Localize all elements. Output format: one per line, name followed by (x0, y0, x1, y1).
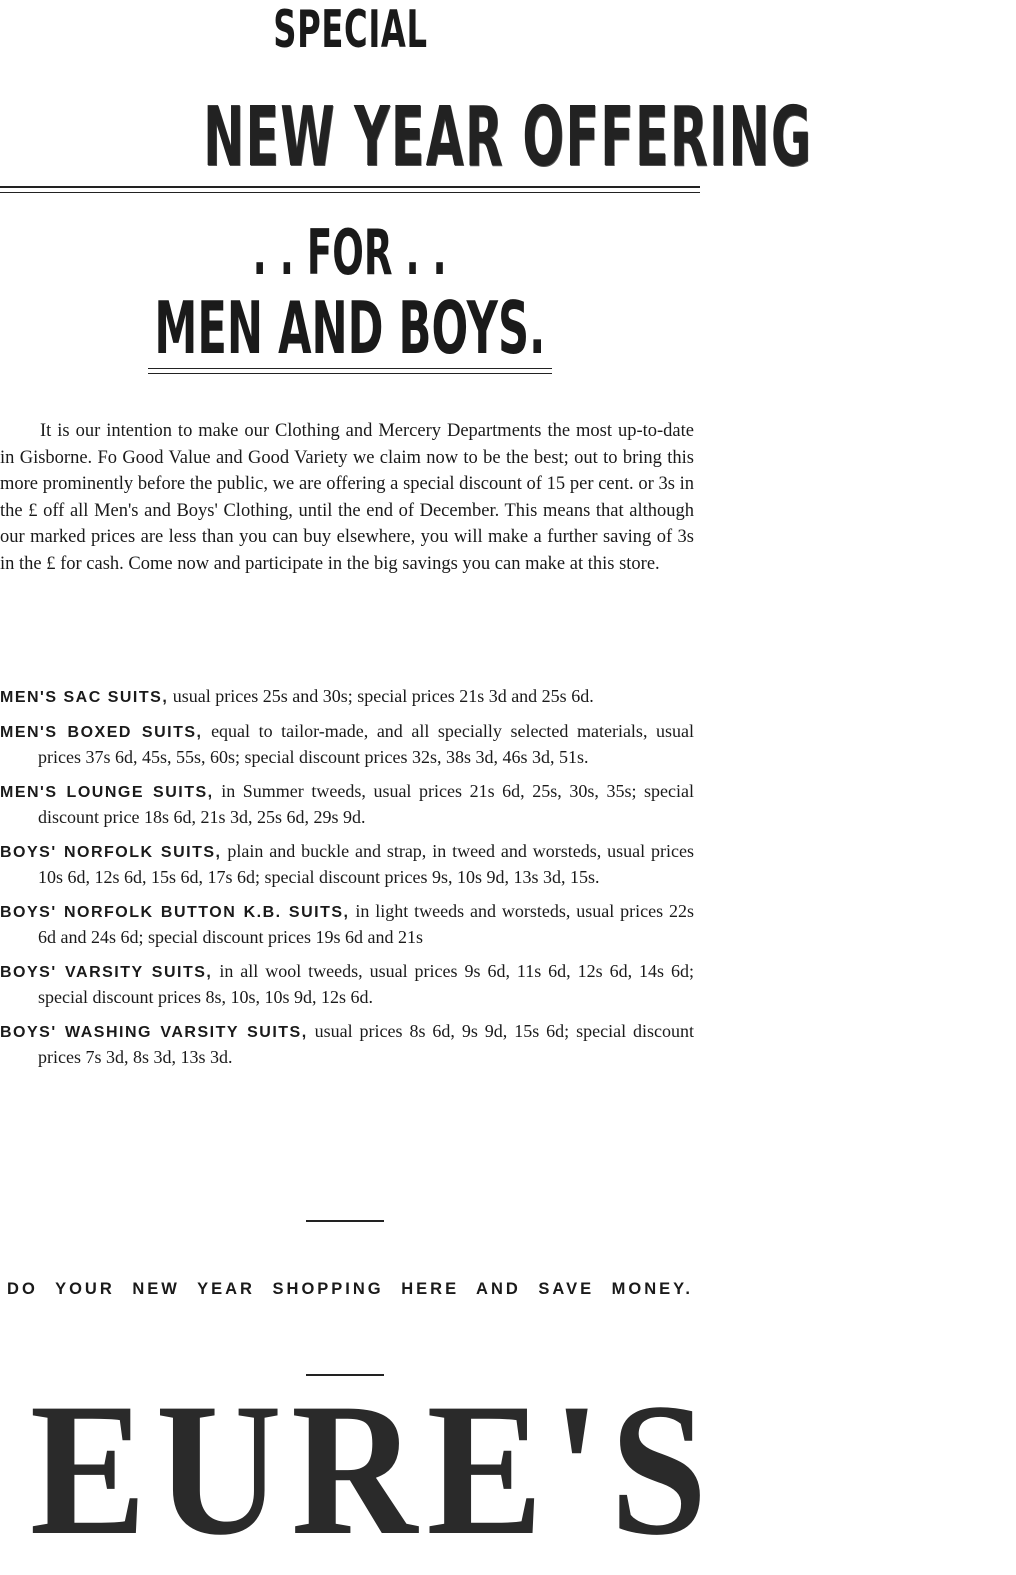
list-item (0, 899, 694, 951)
item-text: in Summer tweeds, usual prices 21s 6d, 25s, 30s, 35s; special discount price 18s 6d, 21s 3d, 25s 6d, 29s 9d. (38, 780, 695, 827)
headline-men-and-boys: MEN AND BOYS. (154, 286, 546, 370)
list-item (0, 684, 694, 711)
list-item (0, 719, 694, 771)
item-text: plain and buckle and strap, in tweed and worsteds, usual prices 10s 6d, 12s 6d, 15s 6d, 17s 6d; special discount prices 9s, 10s 9d, 13s 3d, 15s. (38, 840, 695, 887)
divider-rule-top (0, 186, 700, 188)
item-text: equal to tailor-made, and all specially selected materials, usual prices 37s 6d, 45s, 55s, 60s; special discount prices 32s, 38s 3d, 46s 3d, 51s. (38, 720, 694, 767)
item-text: in all wool tweeds, usual prices 9s 6d, 11s 6d, 12s 6d, 14s 6d; special discount prices 8s, 10s, 10s 9d, 12s 6d. (38, 960, 694, 1007)
list-item (0, 839, 694, 891)
divider-rule-middle (148, 368, 552, 369)
price-list (0, 684, 694, 1079)
item-name: BOYS' NORFOLK BUTTON K.B. SUITS, (0, 903, 350, 921)
item-name: BOYS' WASHING VARSITY SUITS, (0, 1023, 308, 1041)
intro-paragraph: It is our intention to make our Clothing and Mercery Departments the most up-to-date in Gisborne. Fo Good Value and Good Variety we claim now to be the best; out to bring this more prominently before the public, we are offering a special discount of 15 per cent. or 3s in the £ off all Men's and Boys' Clothing, until the end of December. This means that although our marked prices are less than you can buy elsewhere, you will make a further saving of 3s in the £ for cash. Come now and participate in the big savings you can make at this store. (0, 421, 694, 574)
headline-special: SPECIAL (272, 0, 428, 60)
list-item (0, 779, 694, 831)
item-text: usual prices 25s and 30s; special prices 21s 3d and 25s 6d. (172, 686, 594, 706)
item-name: BOYS' NORFOLK SUITS, (0, 843, 222, 861)
divider-rule-middle-2 (148, 373, 552, 374)
item-text: in light tweeds and worsteds, usual prices 22s 6d and 24s 6d; special discount prices 19s 6d and 21s (38, 900, 695, 947)
item-text: usual prices 8s 6d, 9s 9d, 15s 6d; special discount prices 7s 3d, 8s 3d, 13s 3d. (38, 1020, 694, 1067)
brand-name: EURE'S (29, 1365, 717, 1575)
divider-rule-top-thin (0, 192, 700, 193)
headline-new-year-offering: NEW YEAR OFFERING (203, 90, 813, 185)
item-name: MEN'S BOXED SUITS, (0, 723, 203, 741)
list-item (0, 1019, 694, 1071)
item-name: BOYS' VARSITY SUITS, (0, 963, 213, 981)
list-item (0, 959, 694, 1011)
slogan: DO YOUR NEW YEAR SHOPPING HERE AND SAVE MONEY. (7, 1280, 693, 1298)
headline-for: . . FOR . . (252, 216, 447, 289)
item-name: MEN'S SAC SUITS, (0, 689, 169, 706)
item-name: MEN'S LOUNGE SUITS, (0, 783, 214, 801)
separator-dash (306, 1220, 384, 1222)
